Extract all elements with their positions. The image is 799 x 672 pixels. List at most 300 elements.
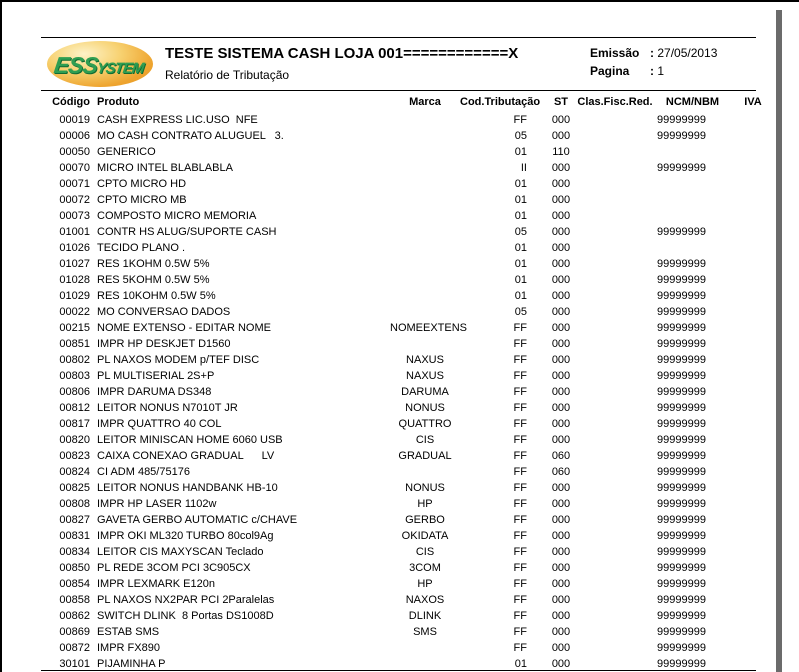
cell-st: 000: [551, 530, 571, 542]
table-row: [36, 656, 776, 672]
cell-clas-fisc-red: [575, 192, 655, 208]
table-row: [36, 320, 776, 336]
cell-produto: GENERICO: [97, 146, 156, 158]
logo-text-big: ESS: [52, 52, 100, 78]
cell-st: 000: [551, 130, 571, 142]
cell-ncm-nbm: 99999999: [657, 466, 706, 478]
cell-st: 000: [551, 386, 571, 398]
cell-ncm-nbm: 99999999: [657, 258, 706, 270]
cell-codigo: 00812: [59, 402, 90, 414]
cell-st: 110: [552, 146, 570, 158]
cell-ncm-nbm: 99999999: [657, 578, 706, 590]
cell-produto: IMPR HP LASER 1102w: [97, 498, 217, 510]
cell-ncm-nbm: 99999999: [657, 450, 706, 462]
column-header-iva: IVA: [744, 96, 762, 108]
cell-codigo: 00824: [59, 466, 90, 478]
cell-cod-tributacao: FF: [513, 370, 527, 382]
cell-cod-tributacao: FF: [513, 498, 527, 510]
cell-st: 000: [551, 242, 571, 254]
cell-iva: [730, 112, 776, 128]
cell-st: 000: [551, 114, 571, 126]
cell-codigo: 00831: [59, 530, 90, 542]
table-row: [36, 192, 776, 208]
cell-codigo: 00006: [59, 130, 90, 142]
cell-ncm-nbm: [655, 240, 730, 256]
cell-produto: LEITOR MINISCAN HOME 6060 USB: [97, 434, 283, 446]
cell-clas-fisc-red: [575, 272, 655, 288]
cell-marca: [390, 288, 460, 304]
cell-marca: [390, 208, 460, 224]
cell-cod-tributacao: FF: [513, 386, 527, 398]
table-row: [36, 432, 776, 448]
cell-ncm-nbm: 99999999: [657, 386, 706, 398]
cell-ncm-nbm: 99999999: [657, 658, 706, 670]
cell-codigo: 00019: [59, 114, 90, 126]
cell-cod-tributacao: 01: [514, 210, 527, 222]
cell-cod-tributacao: 01: [514, 274, 527, 286]
cell-st: 000: [551, 658, 571, 670]
logo-text-small: YSTEM: [95, 60, 145, 77]
cell-marca: [390, 160, 460, 176]
cell-marca: [390, 640, 460, 656]
cell-iva: [730, 224, 776, 240]
cell-ncm-nbm: 99999999: [657, 130, 706, 142]
cell-ncm-nbm: 99999999: [657, 274, 706, 286]
cell-st: 000: [551, 354, 571, 366]
cell-codigo: 01028: [59, 274, 90, 286]
cell-cod-tributacao: FF: [513, 418, 527, 430]
cell-st: 000: [551, 290, 571, 302]
cell-produto: CONTR HS ALUG/SUPORTE CASH: [97, 226, 277, 238]
cell-iva: [730, 448, 776, 464]
cell-codigo: 00854: [59, 578, 90, 590]
cell-produto: RES 10KOHM 0.5W 5%: [97, 290, 216, 302]
cell-produto: RES 5KOHM 0.5W 5%: [97, 274, 210, 286]
cell-marca: [390, 176, 460, 192]
cell-iva: [730, 640, 776, 656]
cell-produto: IMPR QUATTRO 40 COL: [97, 418, 222, 430]
cell-produto: MO CASH CONTRATO ALUGUEL 3.: [97, 130, 284, 142]
table-row: [36, 256, 776, 272]
cell-marca: NONUS: [405, 482, 445, 494]
cell-clas-fisc-red: [575, 656, 655, 672]
cell-codigo: 00869: [59, 626, 90, 638]
cell-cod-tributacao: FF: [513, 546, 527, 558]
cell-codigo: 00073: [59, 210, 90, 222]
cell-cod-tributacao: FF: [513, 530, 527, 542]
cell-codigo: 00022: [59, 306, 90, 318]
cell-cod-tributacao: FF: [513, 514, 527, 526]
cell-codigo: 00817: [59, 418, 90, 430]
cell-ncm-nbm: 99999999: [657, 418, 706, 430]
table-row: [36, 352, 776, 368]
cell-marca: [390, 304, 460, 320]
cell-marca: GRADUAL: [398, 450, 452, 462]
cell-clas-fisc-red: [575, 576, 655, 592]
tributacao-table: [36, 94, 776, 672]
cell-iva: [730, 416, 776, 432]
cell-st: 000: [551, 194, 571, 206]
cell-produto: LEITOR NONUS HANDBANK HB-10: [97, 482, 278, 494]
table-row: [36, 144, 776, 160]
cell-marca: QUATTRO: [398, 418, 452, 430]
cell-iva: [730, 512, 776, 528]
cell-st: 000: [551, 162, 571, 174]
cell-cod-tributacao: FF: [513, 642, 527, 654]
cell-clas-fisc-red: [575, 144, 655, 160]
cell-ncm-nbm: 99999999: [657, 322, 706, 334]
cell-cod-tributacao: FF: [513, 482, 527, 494]
cell-codigo: 00827: [59, 514, 90, 526]
cell-st: 000: [551, 226, 571, 238]
cell-cod-tributacao: FF: [513, 450, 527, 462]
cell-st: 000: [551, 626, 571, 638]
table-row: [36, 160, 776, 176]
cell-iva: [730, 192, 776, 208]
cell-st: 000: [551, 306, 571, 318]
cell-st: 000: [551, 258, 571, 270]
cell-codigo: 00820: [59, 434, 90, 446]
cell-iva: [730, 288, 776, 304]
cell-clas-fisc-red: [575, 480, 655, 496]
cell-st: 000: [551, 610, 571, 622]
table-row: [36, 128, 776, 144]
column-header-marca: Marca: [409, 96, 441, 108]
cell-clas-fisc-red: [575, 368, 655, 384]
cell-ncm-nbm: 99999999: [657, 162, 706, 174]
cell-iva: [730, 128, 776, 144]
cell-marca: GERBO: [405, 514, 445, 526]
cell-iva: [730, 400, 776, 416]
cell-cod-tributacao: 01: [514, 290, 527, 302]
header-bottom-rule: [41, 90, 756, 91]
page-right-edge-bar: [776, 10, 782, 672]
cell-produto: PIJAMINHA P: [97, 658, 166, 670]
table-row: [36, 224, 776, 240]
cell-ncm-nbm: [655, 176, 730, 192]
cell-st: 000: [551, 338, 571, 350]
table-row: [36, 496, 776, 512]
cell-ncm-nbm: 99999999: [657, 610, 706, 622]
cell-iva: [730, 560, 776, 576]
cell-clas-fisc-red: [575, 544, 655, 560]
cell-marca: [390, 128, 460, 144]
cell-clas-fisc-red: [575, 208, 655, 224]
header-top-rule: [41, 37, 756, 38]
cell-clas-fisc-red: [575, 528, 655, 544]
cell-ncm-nbm: 99999999: [657, 338, 706, 350]
table-row: [36, 208, 776, 224]
cell-st: 060: [551, 466, 571, 478]
cell-iva: [730, 624, 776, 640]
cell-cod-tributacao: 01: [514, 242, 527, 254]
cell-marca: [390, 144, 460, 160]
cell-iva: [730, 304, 776, 320]
table-row: [36, 528, 776, 544]
cell-cod-tributacao: 05: [514, 306, 527, 318]
cell-cod-tributacao: FF: [513, 434, 527, 446]
cell-ncm-nbm: 99999999: [657, 546, 706, 558]
emission-label: Emissão: [590, 46, 640, 60]
cell-codigo: 00858: [59, 594, 90, 606]
cell-cod-tributacao: 01: [514, 658, 527, 670]
cell-clas-fisc-red: [575, 320, 655, 336]
cell-produto: CPTO MICRO MB: [97, 194, 187, 206]
cell-marca: NAXUS: [406, 354, 444, 366]
cell-produto: COMPOSTO MICRO MEMORIA: [97, 210, 257, 222]
cell-produto: PL NAXOS NX2PAR PCI 2Paralelas: [97, 594, 275, 606]
table-row: [36, 560, 776, 576]
cell-iva: [730, 272, 776, 288]
cell-marca: OKIDATA: [401, 530, 449, 542]
cell-codigo: 01026: [59, 242, 90, 254]
cell-cod-tributacao: FF: [513, 562, 527, 574]
cell-ncm-nbm: [655, 208, 730, 224]
cell-codigo: 00070: [59, 162, 90, 174]
cell-produto: PL REDE 3COM PCI 3C905CX: [97, 562, 251, 574]
cell-cod-tributacao: 01: [514, 194, 527, 206]
column-header-clas-fisc-red: Clas.Fisc.Red.: [577, 96, 653, 108]
cell-codigo: 00850: [59, 562, 90, 574]
cell-codigo: 01029: [59, 290, 90, 302]
cell-codigo: 00806: [59, 386, 90, 398]
cell-iva: [730, 592, 776, 608]
cell-ncm-nbm: 99999999: [657, 626, 706, 638]
cell-codigo: 00802: [59, 354, 90, 366]
cell-cod-tributacao: 05: [514, 226, 527, 238]
cell-clas-fisc-red: [575, 176, 655, 192]
cell-marca: DLINK: [408, 610, 442, 622]
cell-iva: [730, 656, 776, 672]
cell-cod-tributacao: FF: [513, 594, 527, 606]
cell-codigo: 00050: [59, 146, 90, 158]
report-meta: [590, 44, 717, 80]
table-row: [36, 304, 776, 320]
table-row: [36, 336, 776, 352]
cell-ncm-nbm: 99999999: [657, 402, 706, 414]
cell-iva: [730, 544, 776, 560]
cell-produto: CI ADM 485/75176: [97, 466, 190, 478]
cell-produto: IMPR HP DESKJET D1560: [97, 338, 231, 350]
table-row: [36, 384, 776, 400]
cell-st: 000: [551, 178, 571, 190]
cell-marca: [390, 224, 460, 240]
table-header-row: [36, 94, 776, 110]
cell-marca: [390, 112, 460, 128]
cell-st: 000: [551, 370, 571, 382]
cell-iva: [730, 576, 776, 592]
cell-marca: DARUMA: [401, 386, 449, 398]
cell-clas-fisc-red: [575, 624, 655, 640]
cell-clas-fisc-red: [575, 512, 655, 528]
cell-iva: [730, 176, 776, 192]
essystem-logo-text: [41, 52, 157, 79]
table-row: [36, 576, 776, 592]
cell-iva: [730, 496, 776, 512]
cell-iva: [730, 320, 776, 336]
table-row: [36, 480, 776, 496]
cell-codigo: 01027: [59, 258, 90, 270]
page-number-line: [590, 62, 717, 80]
page-colon: :: [650, 64, 654, 78]
table-row: [36, 176, 776, 192]
cell-produto: PL NAXOS MODEM p/TEF DISC: [97, 354, 260, 366]
cell-marca: NAXUS: [406, 370, 444, 382]
cell-codigo: 00872: [59, 642, 90, 654]
cell-ncm-nbm: 99999999: [657, 530, 706, 542]
cell-produto: PL MULTISERIAL 2S+P: [97, 370, 215, 382]
cell-iva: [730, 240, 776, 256]
cell-iva: [730, 336, 776, 352]
cell-cod-tributacao: FF: [513, 402, 527, 414]
cell-produto: CPTO MICRO HD: [97, 178, 187, 190]
cell-iva: [730, 528, 776, 544]
cell-st: 000: [551, 498, 571, 510]
cell-ncm-nbm: [655, 192, 730, 208]
cell-codigo: 01001: [59, 226, 90, 238]
cell-ncm-nbm: 99999999: [657, 290, 706, 302]
cell-clas-fisc-red: [575, 224, 655, 240]
cell-cod-tributacao: FF: [513, 578, 527, 590]
cell-produto: IMPR LEXMARK E120n: [97, 578, 215, 590]
cell-iva: [730, 352, 776, 368]
cell-produto: ESTAB SMS: [97, 626, 160, 638]
table-row: [36, 448, 776, 464]
cell-marca: 3COM: [409, 562, 441, 574]
cell-produto: SWITCH DLINK 8 Portas DS1008D: [97, 610, 274, 622]
cell-iva: [730, 160, 776, 176]
cell-codigo: 00215: [59, 322, 90, 334]
cell-codigo: 00071: [59, 178, 90, 190]
cell-st: 000: [551, 402, 571, 414]
cell-iva: [730, 464, 776, 480]
cell-marca: NAXOS: [405, 594, 445, 606]
column-header-produto: Produto: [97, 96, 140, 108]
cell-codigo: 30101: [59, 658, 90, 670]
emission-colon: :: [650, 46, 654, 60]
cell-st: 060: [551, 450, 571, 462]
cell-marca: SMS: [413, 626, 437, 638]
cell-clas-fisc-red: [575, 240, 655, 256]
cell-codigo: 00823: [59, 450, 90, 462]
emission-value: 27/05/2013: [657, 46, 718, 60]
cell-clas-fisc-red: [575, 400, 655, 416]
cell-produto: IMPR FX890: [97, 642, 160, 654]
cell-st: 000: [551, 322, 571, 334]
cell-marca: [390, 192, 460, 208]
cell-clas-fisc-red: [575, 128, 655, 144]
cell-iva: [730, 256, 776, 272]
column-header-cod-tributacao: Cod.Tributação: [460, 96, 541, 108]
cell-cod-tributacao: 05: [514, 130, 527, 142]
cell-marca: HP: [417, 578, 433, 590]
table-body: [36, 112, 776, 672]
cell-marca: [390, 256, 460, 272]
report-subtitle: Relatório de Tributação: [165, 68, 290, 82]
emission-line: [590, 44, 717, 62]
cell-clas-fisc-red: [575, 256, 655, 272]
cell-clas-fisc-red: [575, 608, 655, 624]
cell-ncm-nbm: [655, 144, 730, 160]
cell-cod-tributacao: FF: [513, 626, 527, 638]
cell-marca: [390, 464, 460, 480]
cell-clas-fisc-red: [575, 560, 655, 576]
cell-clas-fisc-red: [575, 304, 655, 320]
cell-iva: [730, 608, 776, 624]
cell-st: 000: [551, 594, 571, 606]
cell-clas-fisc-red: [575, 496, 655, 512]
table-row: [36, 368, 776, 384]
cell-marca: [390, 272, 460, 288]
report-header: [41, 40, 756, 90]
cell-produto: LEITOR NONUS N7010T JR: [97, 402, 238, 414]
table-row: [36, 416, 776, 432]
cell-cod-tributacao: FF: [513, 466, 527, 478]
table-row: [36, 640, 776, 656]
cell-iva: [730, 144, 776, 160]
column-header-ncm-nbm: NCM/NBM: [665, 96, 720, 108]
table-row: [36, 288, 776, 304]
cell-marca: [390, 336, 460, 352]
table-row: [36, 464, 776, 480]
cell-marca: NOMEEXTENS: [390, 322, 468, 334]
cell-codigo: 00825: [59, 482, 90, 494]
column-header-st: ST: [553, 96, 569, 108]
report-title: TESTE SISTEMA CASH LOJA 001============X: [165, 45, 519, 62]
page-label: Pagina: [590, 64, 630, 78]
cell-produto: IMPR OKI ML320 TURBO 80col9Ag: [97, 530, 274, 542]
cell-codigo: 00862: [59, 610, 90, 622]
table-row: [36, 512, 776, 528]
cell-ncm-nbm: 99999999: [657, 562, 706, 574]
cell-clas-fisc-red: [575, 464, 655, 480]
cell-produto: GAVETA GERBO AUTOMATIC c/CHAVE: [97, 514, 298, 526]
cell-produto: NOME EXTENSO - EDITAR NOME: [97, 322, 271, 334]
cell-codigo: 00834: [59, 546, 90, 558]
cell-st: 000: [551, 562, 571, 574]
cell-cod-tributacao: 01: [514, 178, 527, 190]
cell-produto: CAIXA CONEXAO GRADUAL LV: [97, 450, 275, 462]
cell-codigo: 00072: [59, 194, 90, 206]
cell-marca: [390, 656, 460, 672]
cell-st: 000: [551, 514, 571, 526]
cell-cod-tributacao: FF: [513, 354, 527, 366]
cell-produto: IMPR DARUMA DS348: [97, 386, 212, 398]
cell-ncm-nbm: 99999999: [657, 514, 706, 526]
cell-marca: HP: [417, 498, 433, 510]
cell-produto: LEITOR CIS MAXYSCAN Teclado: [97, 546, 264, 558]
cell-cod-tributacao: FF: [513, 610, 527, 622]
table-row: [36, 240, 776, 256]
table-row: [36, 608, 776, 624]
cell-ncm-nbm: 99999999: [657, 226, 706, 238]
cell-codigo: 00851: [59, 338, 90, 350]
table-row: [36, 592, 776, 608]
cell-st: 000: [551, 546, 571, 558]
cell-iva: [730, 384, 776, 400]
cell-ncm-nbm: 99999999: [657, 114, 706, 126]
cell-iva: [730, 432, 776, 448]
cell-clas-fisc-red: [575, 448, 655, 464]
cell-st: 000: [551, 642, 571, 654]
table-row: [36, 400, 776, 416]
cell-st: 000: [551, 482, 571, 494]
table-row: [36, 112, 776, 128]
cell-iva: [730, 368, 776, 384]
cell-st: 000: [551, 434, 571, 446]
cell-clas-fisc-red: [575, 432, 655, 448]
cell-ncm-nbm: 99999999: [657, 498, 706, 510]
